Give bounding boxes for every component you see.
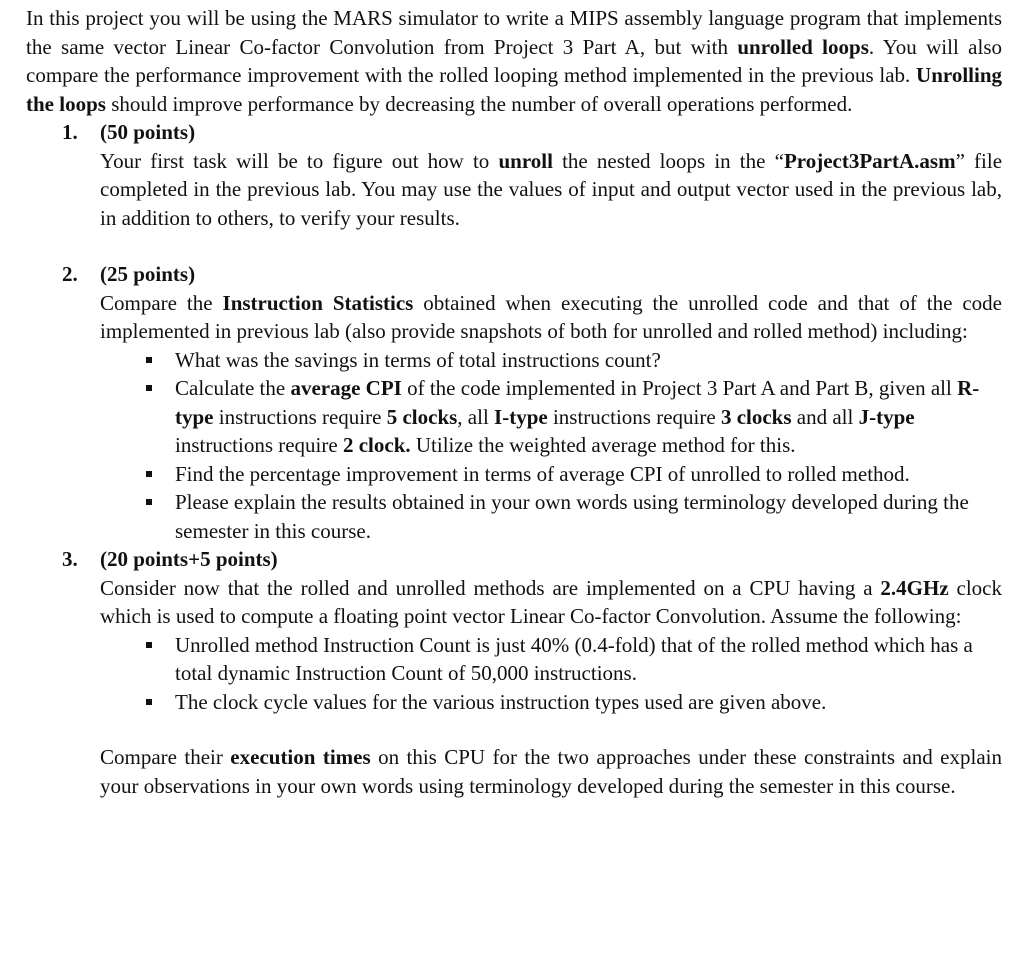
list-item: The clock cycle values for the various instruction types used are given above.	[100, 688, 1002, 717]
question-1	[62, 118, 1003, 232]
question-1-text: Your first task will be to figure out how to unroll the nested loops in the “Project3PartA.asm” file completed in the previous lab. You may use the values of input and output vector used in the previous lab, in addition to others, to verify your results.	[100, 148, 1003, 230]
list-item: What was the savings in terms of total instructions count?	[100, 346, 1002, 375]
question-2	[62, 260, 1002, 346]
question-2-bullets	[100, 346, 1002, 546]
list-item: Calculate the average CPI of the code implemented in Project 3 Part A and Part B, given all R-type instructions require 5 clocks, all I-type instructions require 3 clocks and all J-type instructions require 2 clock. Utilize the weighted average method for this.	[100, 374, 1002, 460]
question-1-number: 1.	[62, 120, 78, 144]
question-2-text: Compare the Instruction Statistics obtained when executing the unrolled code and that of the code implemented in previous lab (also provide snapshots of both for unrolled and rolled method) including:	[100, 290, 1002, 343]
question-3	[62, 545, 1002, 631]
list-item: Please explain the results obtained in your own words using terminology developed during the semester in this course.	[100, 488, 1002, 545]
question-3-bullets	[100, 631, 1002, 717]
question-3-conclusion	[100, 743, 1002, 800]
question-3-compare-text: Compare their execution times on this CPU for the two approaches under these constraints and explain your observations in your own words using terminology developed during the semester in this course.	[100, 745, 1002, 798]
list-item: Find the percentage improvement in terms of average CPI of unrolled to rolled method.	[100, 460, 1002, 489]
question-3-text: Consider now that the rolled and unrolled methods are implemented on a CPU having a 2.4GHz clock which is used to compute a floating point vector Linear Co-factor Convolution. Assume the following:	[100, 575, 1002, 628]
question-2-number: 2.	[62, 262, 78, 286]
intro-paragraph: In this project you will be using the MARS simulator to write a MIPS assembly language program that implements the same vector Linear Co-factor Convolution from Project 3 Part A, but with unrolled loops. You will also compare the performance improvement with the rolled looping method implemented in the previous lab. Unrolling the loops should improve performance by decreasing the number of overall operations performed.	[26, 6, 1003, 116]
question-3-number: 3.	[62, 547, 78, 571]
question-1-points: (50 points)	[100, 120, 196, 144]
list-item: Unrolled method Instruction Count is just 40% (0.4-fold) that of the rolled method which has a total dynamic Instruction Count of 50,000 instructions.	[100, 631, 1002, 688]
question-3-points: (20 points+5 points)	[100, 547, 278, 571]
question-2-points: (25 points)	[100, 262, 196, 286]
